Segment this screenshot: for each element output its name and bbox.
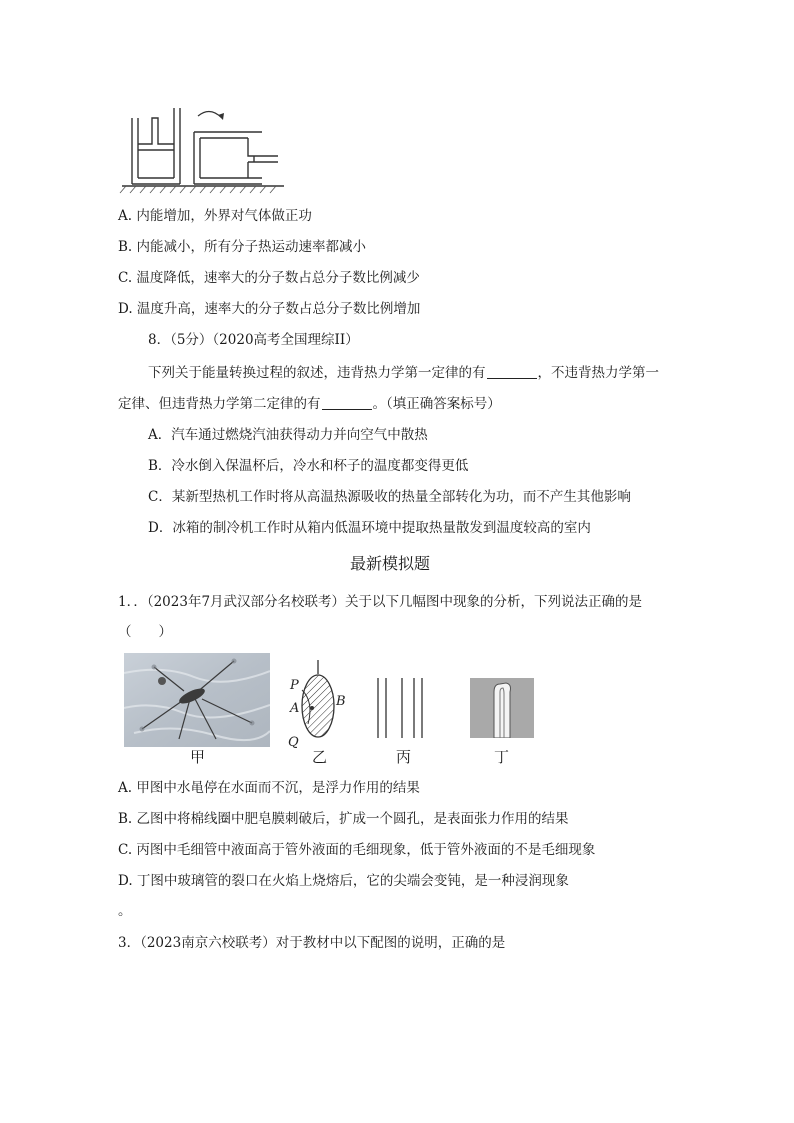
question-1-option-d: D. 丁图中玻璃管的裂口在火焰上烧熔后，它的尖端会变钝，是一种浸润现象 <box>118 873 569 889</box>
question-8-header: 8．（5分）（2020高考全国理综II） <box>148 332 359 348</box>
cylinder-figure <box>118 100 288 195</box>
section-title: 最新模拟题 <box>350 554 431 573</box>
question-1-option-b: B. 乙图中将棉线圈中肥皂膜刺破后，扩成一个圆孔，是表面张力作用的结果 <box>118 811 569 827</box>
point-label-a: A <box>290 701 300 716</box>
stem-text: ，不违背热力学第一 <box>537 365 659 381</box>
top-option-a: A. 内能增加，外界对气体做正功 <box>118 208 312 224</box>
point-label-b: B <box>336 694 346 709</box>
top-option-c: C. 温度降低，速率大的分子数占总分子数比例减少 <box>118 270 420 286</box>
question-1-option-a: A. 甲图中水黾停在水面而不沉，是浮力作用的结果 <box>118 780 420 796</box>
soap-film-figure <box>284 660 354 752</box>
top-option-b: B. 内能减小，所有分子热运动速率都减小 <box>118 239 367 255</box>
question-1-stem: 1．．（2023年7月武汉部分名校联考）关于以下几幅图中现象的分析，下列说法正确的是 <box>118 594 643 610</box>
answer-blank-2 <box>322 395 372 410</box>
glass-tube-figure <box>470 678 534 738</box>
answer-blank-1 <box>487 364 537 379</box>
top-option-d: D. 温度升高，速率大的分子数占总分子数比例增加 <box>118 301 421 317</box>
figure-label-ding: 丁 <box>494 748 510 766</box>
question-8-option-d: D．冰箱的制冷机工作时从箱内低温环境中提取热量散发到温度较高的室内 <box>148 520 591 536</box>
question-8-stem-line1 <box>148 364 659 382</box>
question-8-stem-line2 <box>118 395 501 413</box>
question-8-option-c: C．某新型热机工作时将从高温热源吸收的热量全部转化为功，而不产生其他影响 <box>148 489 631 505</box>
stem-text: 。（填正确答案标号） <box>372 396 501 412</box>
question-8-option-a: A．汽车通过燃烧汽油获得动力并向空气中散热 <box>148 427 428 443</box>
trailing-period: 。 <box>118 903 132 919</box>
question-1-paren: （ ） <box>118 624 172 640</box>
figure-label-jia: 甲 <box>190 748 206 766</box>
question-8-option-b: B．冷水倒入保温杯后，冷水和杯子的温度都变得更低 <box>148 458 469 474</box>
point-label-q: Q <box>288 735 299 750</box>
figure-label-yi: 乙 <box>312 748 328 766</box>
question-3-stem: 3．（2023南京六校联考）对于教材中以下配图的说明，正确的是 <box>118 935 506 951</box>
question-1-option-c: C. 丙图中毛细管中液面高于管外液面的毛细现象，低于管外液面的不是毛细现象 <box>118 842 596 858</box>
capillary-tubes-figure <box>372 678 432 738</box>
point-label-p: P <box>290 678 299 693</box>
water-strider-photo <box>124 653 270 747</box>
stem-text: 下列关于能量转换过程的叙述，违背热力学第一定律的有 <box>148 365 486 381</box>
figure-label-bing: 丙 <box>396 748 412 766</box>
stem-text: 定律、但违背热力学第二定律的有 <box>118 396 321 412</box>
